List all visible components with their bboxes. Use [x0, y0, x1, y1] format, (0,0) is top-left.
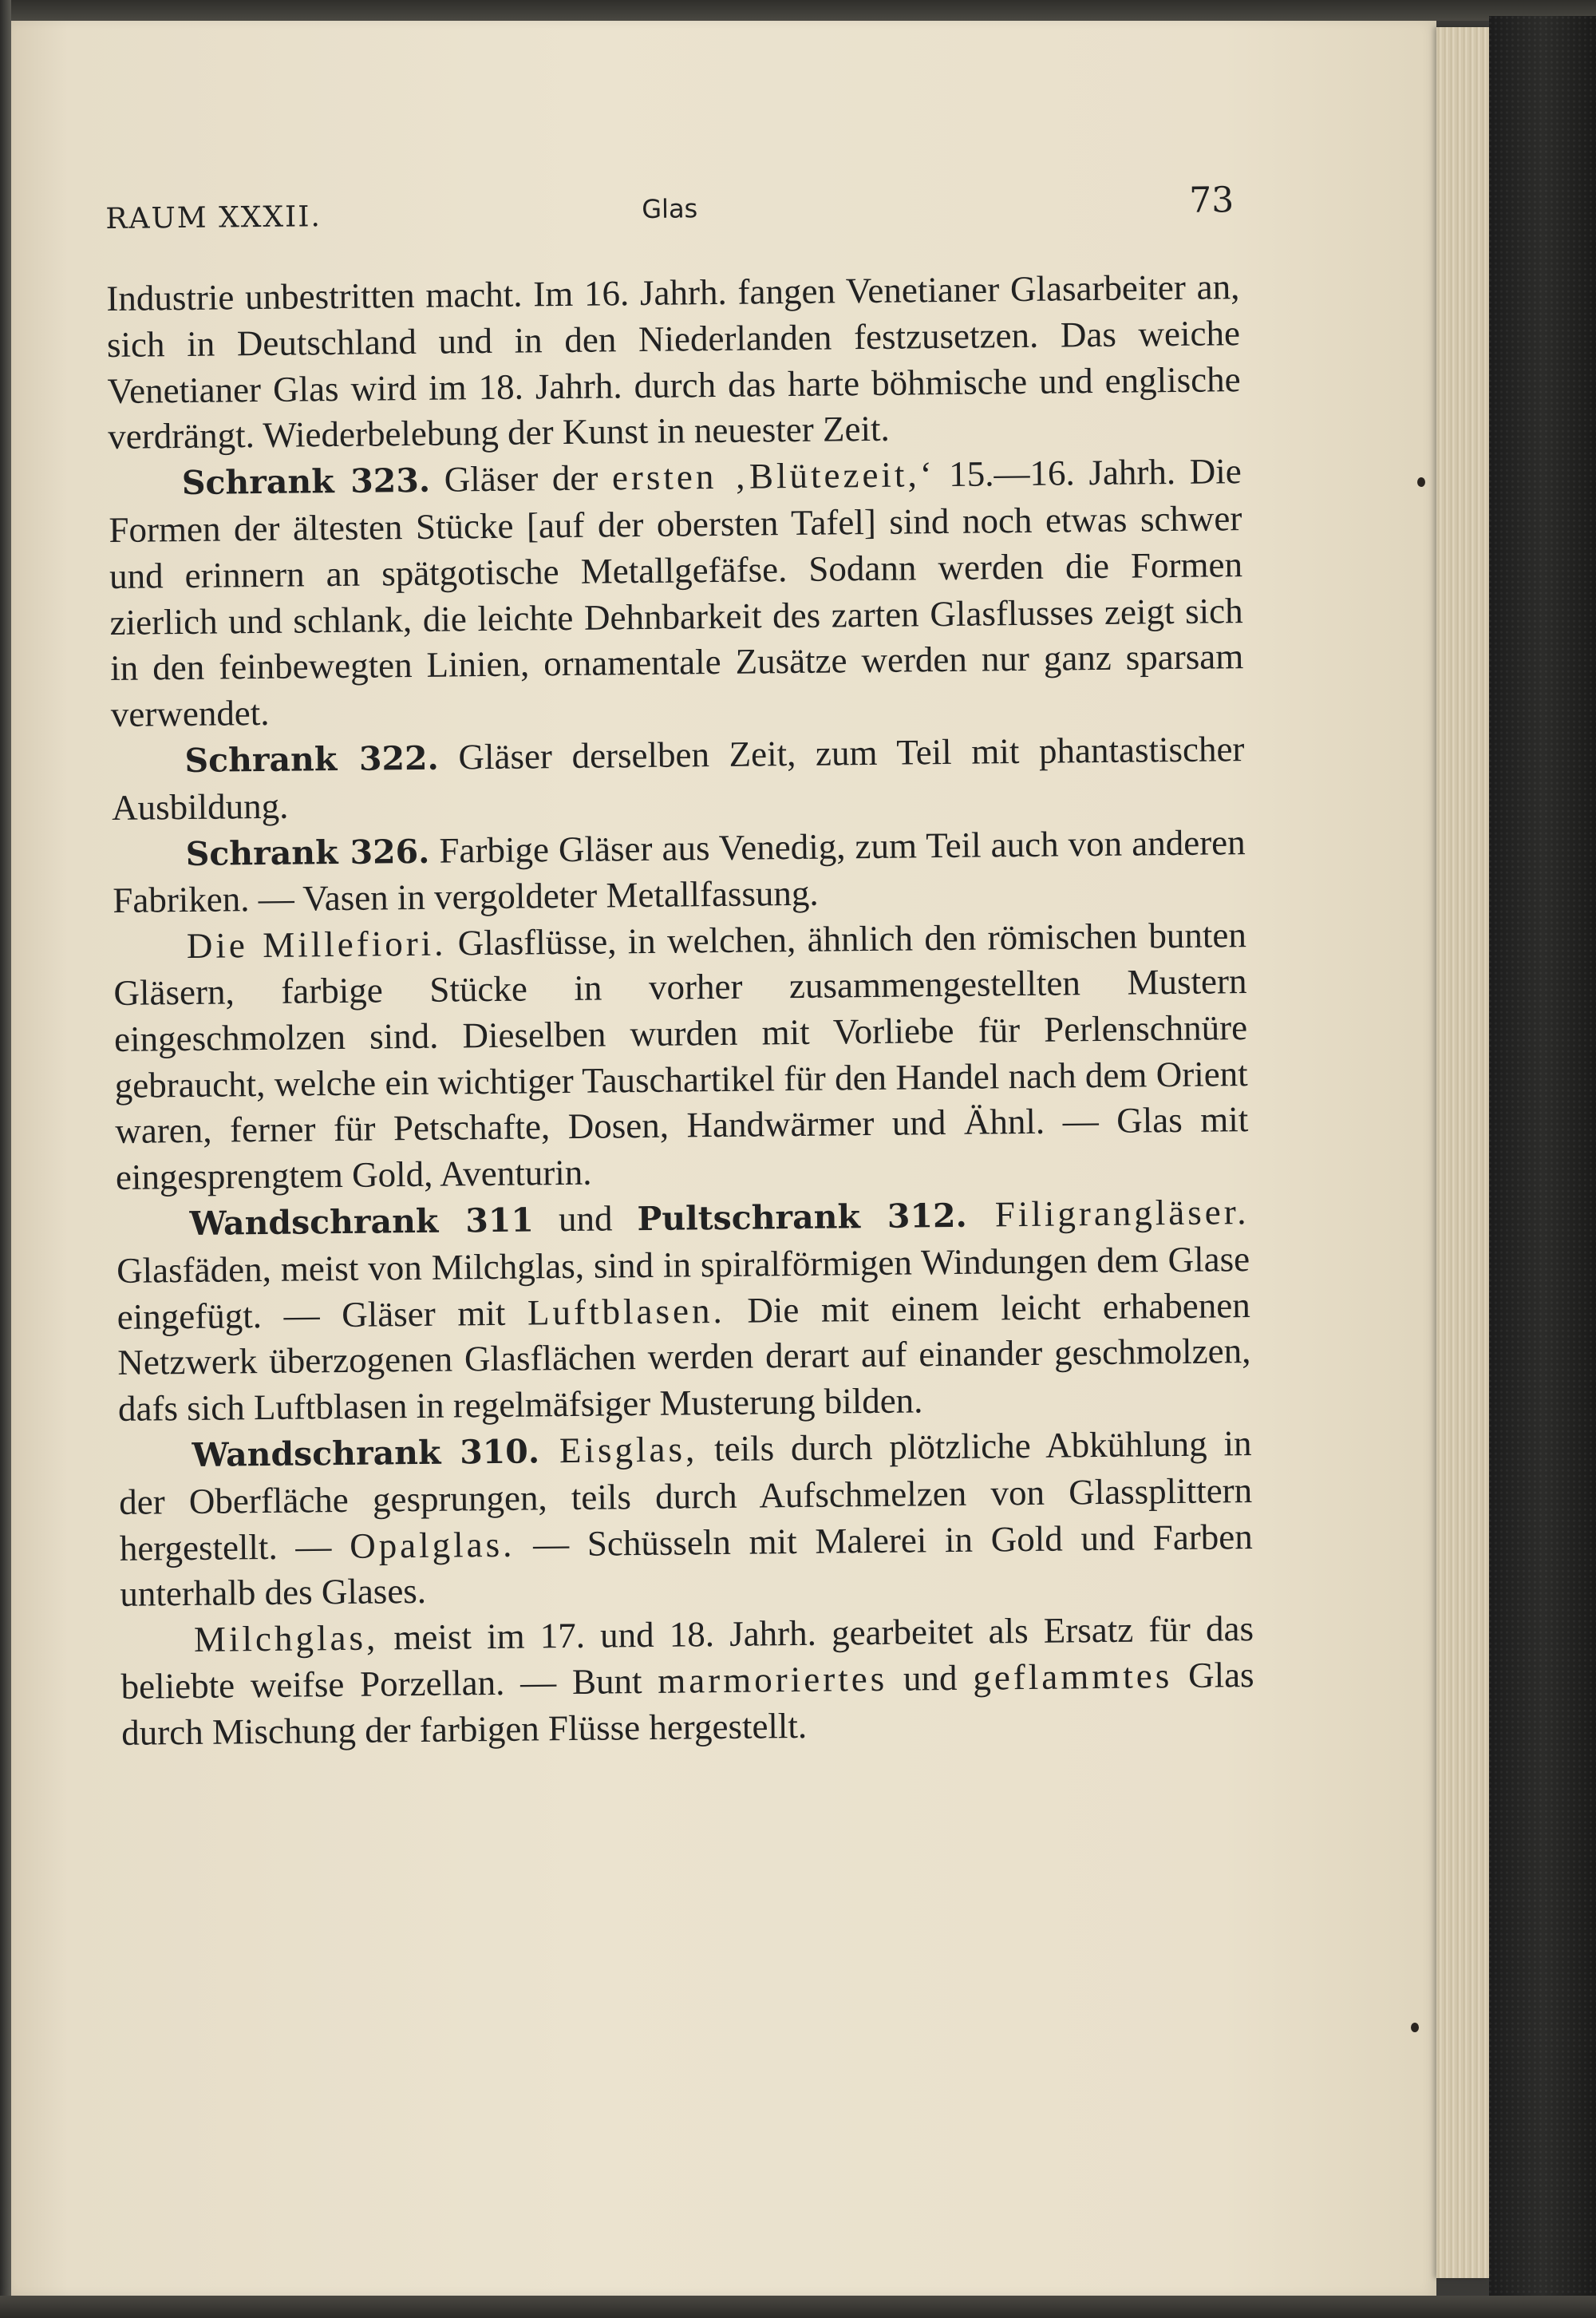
spaced-term: Luftblasen.: [527, 1290, 725, 1333]
spaced-term: Opalglas.: [349, 1524, 516, 1566]
case-heading: Schrank 322.: [184, 738, 440, 780]
spaced-term: geflammtes: [973, 1655, 1173, 1698]
spaced-term: Filigrangläser.: [966, 1191, 1250, 1235]
paragraph-6: [116, 1189, 1251, 1433]
paragraph-text: meist im 17. und 18. Jahrh. gearbeitet als Ersatz für das beliebte weifse Porzellan. — Bunt: [120, 1608, 1254, 1707]
paragraph-text: Industrie unbestritten macht. Im 16. Jahrh. fangen Venetianer Glasarbeiter an, sich in Deutschland und in den Niederlanden festzusetzen. Das weiche Venetianer Glas wird im 18. Jahrh. durch das harte böhmische und englische verdrängt. Wiederbelebung der Kunst in neuester Zeit.: [106, 267, 1241, 457]
paper-speck: [1417, 477, 1425, 487]
paragraph-text: Glasfäden, meist von Milchglas, sind in spiralförmigen Windungen dem Glase eingefügt. — Gläser mit: [116, 1238, 1250, 1337]
case-heading: Wandschrank 311: [189, 1201, 535, 1243]
scan-top-edge: [0, 0, 1596, 21]
paragraph-text: teils durch plötzliche Abkühlung in der Oberfläche gesprungen, teils durch Aufschmelzen von Glassplittern hergestellt. —: [118, 1422, 1253, 1568]
page-text: [105, 180, 1254, 1756]
case-heading: Schrank 323.: [181, 461, 431, 503]
paragraph-5: [113, 912, 1250, 1201]
paragraph-7: [118, 1421, 1253, 1618]
paragraph-text: Gläser derselben Zeit, zum Teil mit phantastischer Ausbildung.: [111, 729, 1245, 828]
running-header: [105, 180, 1239, 247]
subject-title: Glas: [642, 193, 698, 224]
scan-left-edge: [0, 0, 11, 2318]
paragraph-text: Gläser der: [429, 457, 613, 500]
page-number: 73: [1188, 180, 1235, 221]
paragraph-text: und: [533, 1198, 638, 1240]
paragraph-2: [109, 449, 1245, 738]
paragraph-text: Farbige Gläser aus Venedig, zum Teil auch von anderen Fabriken. — Vasen in vergoldeter Metallfassung.: [113, 821, 1246, 921]
paragraph-4: [112, 820, 1246, 924]
paragraph-1: [106, 264, 1241, 461]
spaced-term: Eisglas,: [539, 1429, 698, 1471]
scan-bottom-edge: [0, 2296, 1596, 2318]
section-title: RAUM XXXII.: [105, 200, 322, 235]
page-edges: [1436, 27, 1489, 2278]
paper-speck: [1411, 2023, 1419, 2032]
book-cover: [1489, 16, 1596, 2299]
paragraph-8: [120, 1606, 1255, 1756]
paragraph-text: — Schüsseln mit Malerei in Gold und Farben unterhalb des Glases.: [120, 1516, 1253, 1615]
paragraph-text: Die mit einem leicht erhabenen Netzwerk überzogenen Glasflächen werden derart auf einander geschmolzen, dafs sich Luftblasen in regelmäfsiger Musterung bilden.: [117, 1284, 1251, 1430]
case-heading: Schrank 326.: [185, 832, 430, 873]
paragraph-3: [111, 726, 1245, 831]
case-heading: Pultschrank 312.: [637, 1196, 968, 1239]
case-heading: Wandschrank 310.: [192, 1432, 540, 1474]
spaced-term: Milchglas,: [193, 1617, 379, 1660]
paragraph-text: Glasflüsse, in welchen, ähnlich den römischen bunten Gläsern, farbige Stücke in vorher zusammengestellten Mustern eingeschmolzen sind. Dieselben wurden mit Vorliebe für Perlenschnüre gebraucht, welche ein wichtiger Tauschartikel für den Handel nach dem Orient waren, ferner für Petschafte, Dosen, Handwärmer und Ähnl. — Glas mit eingesprengtem Gold, Aventurin.: [113, 915, 1249, 1198]
paragraph-text: 15.—16. Jahrh. Die Formen der ältesten Stücke [auf der obersten Tafel] sind noch etwas schwer und erinnern an spätgotische Metallgefäfse. Sodann werden die Formen zierlich und schlank, die leichte Dehnbarkeit des zarten Glasflusses zeigt sich in den feinbewegten Linien, ornamentale Zusätze werden nur ganz sparsam verwendet.: [109, 451, 1244, 735]
paragraph-text: und: [887, 1657, 974, 1699]
paragraph-text: Glas durch Mischung der farbigen Flüsse hergestellt.: [120, 1654, 1254, 1753]
spaced-term: ersten ‚Blütezeit,‘: [611, 454, 935, 498]
spaced-term: marmoriertes: [658, 1658, 888, 1701]
spaced-term: Die Millefiori.: [186, 923, 447, 967]
